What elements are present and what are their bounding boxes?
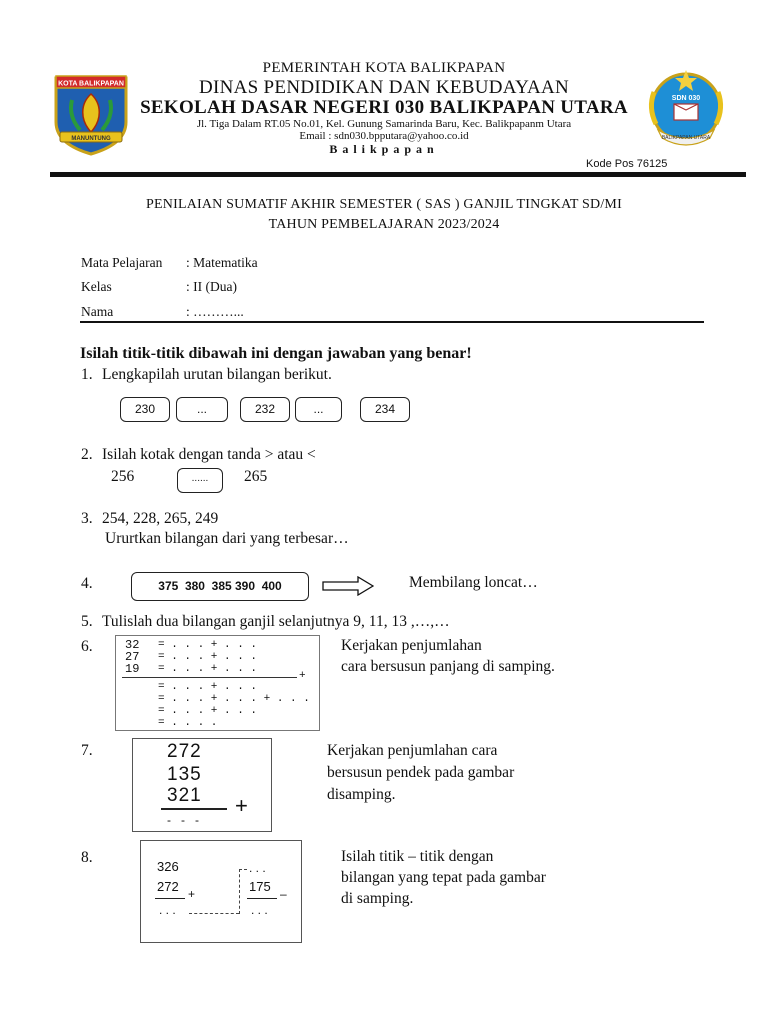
q3-text: 254, 228, 265, 249: [102, 510, 219, 527]
q1-box-5: 234: [360, 397, 410, 422]
header-government: PEMERINTAH KOTA BALIKPAPAN: [262, 60, 506, 76]
q7-number: 7.: [81, 742, 93, 759]
q2-left-number: 256: [111, 468, 135, 485]
q7-text-line-3: disamping.: [327, 786, 396, 803]
q6-row-2-number: 27: [125, 650, 140, 664]
q8-text-line-3: di samping.: [341, 890, 414, 907]
q3-number: 3.: [81, 510, 93, 527]
q6-line-3: = . . . + . . .: [158, 705, 258, 717]
q2-right-number: 265: [244, 468, 268, 485]
q6-worksheet-image: [115, 635, 320, 731]
info-value-name: : ………...: [186, 304, 244, 319]
q6-text-line-1: Kerjakan penjumlahan: [341, 637, 482, 654]
info-value-class: : II (Dua): [186, 279, 237, 294]
q7-number-2: 135: [167, 764, 202, 785]
instruction: Isilah titik-titik dibawah ini dengan jawaban yang benar!: [80, 345, 472, 362]
q5-text: Tulislah dua bilangan ganjil selanjutnya 9, 11, 13 ,…,…: [102, 613, 450, 630]
q3-subtext: Ururtkan bilangan dari yang terbesar…: [105, 530, 349, 547]
info-label-class: Kelas: [81, 279, 112, 294]
q8-connector-bottom: [189, 913, 239, 915]
header-address: Jl. Tiga Dalam RT.05 No.01, Kel. Gunung Samarinda Baru, Kec. Balikpapanm Utara: [196, 118, 572, 130]
q8-number: 8.: [81, 849, 93, 866]
q6-text-line-2: cara bersusun panjang di samping.: [341, 658, 555, 675]
q6-sum-line: [122, 677, 297, 678]
q5-number: 5.: [81, 613, 93, 630]
q8-plus-sign: +: [188, 887, 196, 901]
q6-row-1-tail: = . . . + . . .: [158, 639, 258, 651]
q1-box-4[interactable]: ...: [295, 397, 342, 422]
q6-row-3-number: 19: [125, 662, 140, 676]
q8-number-c: 175: [249, 879, 271, 894]
q7-number-3: 321: [167, 785, 202, 806]
info-value-subject: : Matematika: [186, 255, 258, 270]
svg-text:MANUNTUNG: MANUNTUNG: [71, 136, 111, 142]
q6-line-4: = . . . .: [158, 717, 218, 729]
q1-text: Lengkapilah urutan bilangan berikut.: [102, 366, 332, 383]
q4-text: Membilang loncat…: [409, 574, 538, 591]
q8-number-b: 272: [157, 879, 179, 894]
q1-box-1: 230: [120, 397, 170, 422]
q1-box-2[interactable]: ...: [176, 397, 228, 422]
svg-text:KOTA BALIKPAPAN: KOTA BALIKPAPAN: [58, 80, 124, 88]
info-underline: [80, 321, 704, 323]
q6-number: 6.: [81, 638, 93, 655]
q6-row-3-tail: = . . . + . . .: [158, 663, 258, 675]
q8-number-a: 326: [157, 859, 179, 874]
q8-text-line-1: Isilah titik – titik dengan: [341, 848, 494, 865]
q7-number-1: 272: [167, 741, 202, 762]
header-postal-code: Kode Pos 76125: [586, 158, 668, 170]
q4-sequence-box: 375 380 385 390 400: [131, 572, 309, 601]
header-department: DINAS PENDIDIKAN DAN KEBUDAYAAN: [198, 77, 570, 98]
q8-top-answer-dots: . . .: [249, 861, 266, 875]
q8-minus-sign: –: [280, 887, 287, 901]
q8-right-answer-dots: . . .: [251, 903, 268, 917]
q8-worksheet-image: [140, 840, 302, 943]
q6-line-2: = . . . + . . . + . . .: [158, 693, 310, 705]
q8-right-line: [247, 898, 277, 899]
exam-title: PENILAIAN SUMATIF AKHIR SEMESTER ( SAS ) GANJIL TINGKAT SD/MI: [146, 197, 622, 212]
svg-text:SDN 030: SDN 030: [671, 95, 701, 102]
q6-row-2-tail: = . . . + . . .: [158, 651, 258, 663]
q7-answer-dots: - - -: [167, 813, 199, 827]
q4-number: 4.: [81, 575, 93, 592]
q1-box-3: 232: [240, 397, 290, 422]
q8-connector-top: [239, 869, 247, 871]
header-school-name: SEKOLAH DASAR NEGERI 030 BALIKPAPAN UTARA: [140, 97, 628, 118]
header-divider: [50, 172, 746, 177]
q7-text-line-1: Kerjakan penjumlahan cara: [327, 742, 498, 759]
exam-year: TAHUN PEMBELAJARAN 2023/2024: [268, 217, 500, 232]
q8-text-line-2: bilangan yang tepat pada gambar: [341, 869, 546, 886]
header-city: Balikpapan: [329, 142, 439, 156]
q7-plus-sign: +: [235, 793, 248, 818]
q2-text: Isilah kotak dengan tanda > atau <: [102, 446, 316, 463]
q2-answer-box[interactable]: ......: [177, 468, 223, 493]
q2-number: 2.: [81, 446, 93, 463]
q7-text-line-2: bersusun pendek pada gambar: [327, 764, 515, 781]
header-email: Email : sdn030.bpputara@yahoo.co.id: [299, 130, 469, 142]
q6-plus-sign: +: [299, 670, 306, 682]
info-label-name: Nama: [81, 304, 114, 319]
arrow-right-icon: [322, 576, 374, 596]
q8-left-line: [155, 898, 185, 899]
svg-text:BALIKPAPAN UTARA: BALIKPAPAN UTARA: [661, 135, 711, 141]
info-label-subject: Mata Pelajaran: [81, 255, 163, 270]
q6-line-1: = . . . + . . .: [158, 681, 258, 693]
q6-row-1-number: 32: [125, 638, 140, 652]
q1-number: 1.: [81, 366, 93, 383]
q8-connector-vertical: [239, 869, 241, 914]
q7-worksheet-image: [132, 738, 272, 832]
q7-sum-line: [161, 808, 227, 810]
q8-left-answer-dots: . . .: [159, 903, 176, 917]
